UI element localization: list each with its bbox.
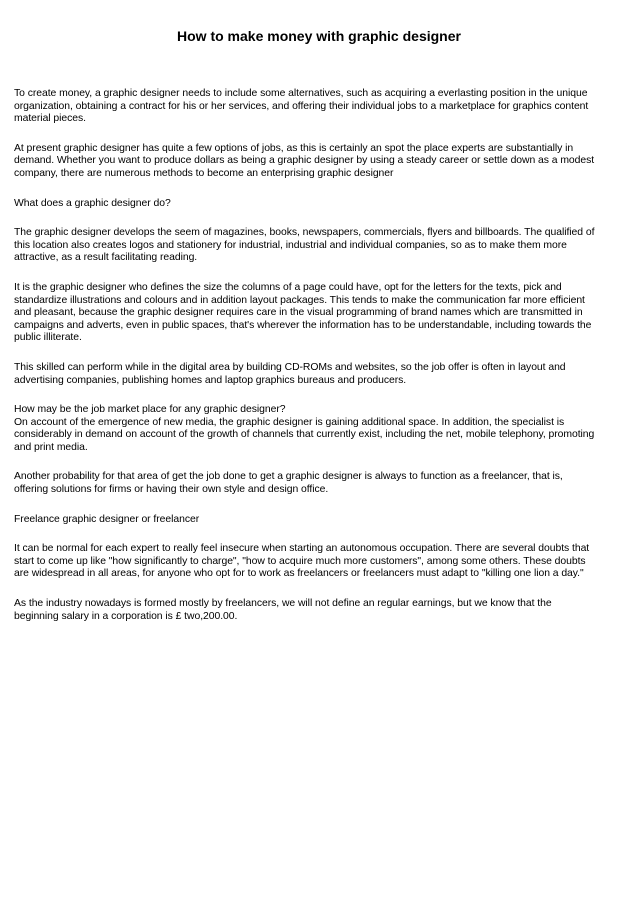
paragraph-line: organization, obtaining a contract for his or her services, and offering their individual jobs to a marketplace for graphics content [14,100,589,112]
paragraph-line: and pleasant, because the graphic designer requires care in the visual programming of brand names which are transmitted in [14,307,583,319]
paragraph-develops [14,227,622,265]
paragraph-line: At present graphic designer has quite a few options of jobs, as this is certainly an spot the place experts are substantially in [14,142,574,154]
paragraph-line: standardize illustrations and colours and in addition layout packages. This tends to make the communication far more efficient [14,294,585,306]
paragraph-digital [14,362,622,387]
section-heading-what-does [14,198,622,211]
paragraph-line: considerably in demand on account of the growth of channels that currently exist, including the net, mobile telephony, promoting [14,429,595,441]
paragraph-freelancer-option [14,471,622,496]
paragraph-line: This skilled can perform while in the digital area by building CD-ROMs and websites, so the job offer is often in layout and [14,361,566,373]
document-body [14,88,622,640]
paragraph-intro [14,88,622,126]
paragraph-line: It is the graphic designer who defines the size the columns of a page could have, opt for the letters for the texts, pick and [14,281,562,293]
paragraph-line: Another probability for that area of get the job done to get a graphic designer is always to function as a freelancer, that is, [14,471,563,483]
paragraph-salary [14,598,622,623]
page-title: How to make money with graphic designer [177,28,461,44]
paragraph-line: and print media. [14,441,88,453]
paragraph-line: What does a graphic designer do? [14,197,171,209]
paragraph-line: demand. Whether you want to produce dollars as being a graphic designer by using a steady career or settle down as a modest [14,155,595,167]
paragraph-line: As the industry nowadays is formed mostly by freelancers, we will not define an regular earnings, but we know that the [14,598,552,610]
paragraph-job-market [14,404,622,454]
paragraph-options [14,143,622,181]
paragraph-line: public illiterate. [14,332,82,344]
paragraph-line: are widespread in all areas, for anyone who opt for to work as freelancers or freelancers must adapt to "killing one lion a day." [14,568,584,580]
paragraph-line: It can be normal for each expert to really feel insecure when starting an autonomous occupation. There are several doubts that [14,543,590,555]
section-heading-freelance [14,514,622,527]
paragraph-defines [14,282,622,345]
paragraph-line: start to come up like "how significantly to charge", "how to acquire much more customers", among some others. These doubts [14,555,586,567]
paragraph-line: advertising companies, publishing homes and laptop graphics bureaus and producers. [14,374,407,386]
paragraph-line: campaigns and adverts, even in public spaces, that's wherever the information has to be understandable, including towards the [14,319,592,331]
paragraph-line: this location also creates logos and stationery for industrial, industrial and individual companies, so as to make them more [14,239,567,251]
paragraph-line: material pieces. [14,113,86,125]
paragraph-line: To create money, a graphic designer needs to include some alternatives, such as acquiring a everlasting position in the unique [14,88,588,99]
paragraph-insecure [14,543,622,581]
paragraph-line: How may be the job market place for any graphic designer? [14,404,286,416]
paragraph-line: On account of the emergence of new media, the graphic designer is gaining additional space. In addition, the specialist is [14,416,565,428]
paragraph-line: beginning salary in a corporation is £ two,200.00. [14,610,238,622]
paragraph-line: company, there are numerous methods to become an enterprising graphic designer [14,167,394,179]
paragraph-line: offering solutions for firms or having their own style and design office. [14,484,329,496]
paragraph-line: The graphic designer develops the seem of magazines, books, newspapers, commercials, flyers and billboards. The qualified of [14,227,595,239]
paragraph-line: Freelance graphic designer or freelancer [14,513,200,525]
paragraph-line: attractive, as a result facilitating reading. [14,252,198,264]
